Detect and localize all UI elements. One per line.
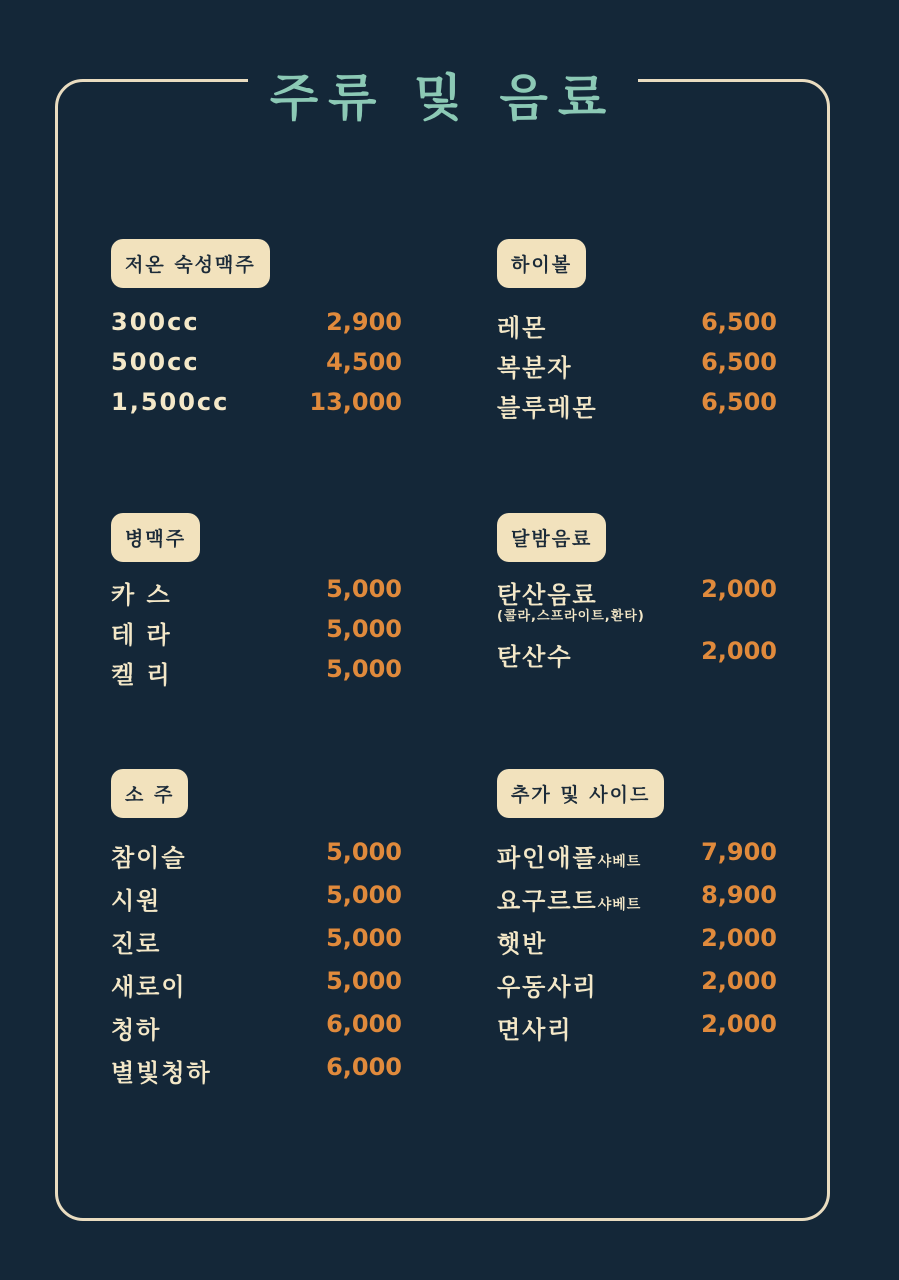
- item-name: [497, 838, 641, 873]
- menu-item: [111, 388, 402, 428]
- menu-item: [497, 881, 777, 924]
- menu-item: [497, 924, 777, 967]
- item-note: (콜라,스프라이트,환타): [497, 609, 645, 624]
- item-price: 6,000: [326, 1053, 402, 1081]
- item-name: 300cc: [111, 308, 200, 336]
- menu-item: [497, 388, 777, 428]
- item-name: 1,500cc: [111, 388, 230, 416]
- item-name: 진로: [111, 930, 162, 958]
- menu-item: [497, 308, 777, 348]
- item-name: 햇반: [497, 930, 548, 958]
- menu-item: [111, 838, 402, 881]
- item-name-main: 요구르트: [497, 887, 598, 915]
- menu-item: [111, 924, 402, 967]
- menu-item: [497, 348, 777, 388]
- menu-item: [497, 838, 777, 881]
- menu-item: [111, 348, 402, 388]
- menu-item: [111, 615, 402, 655]
- menu-item: [497, 575, 777, 615]
- item-name-sub: 샤베트: [597, 854, 642, 870]
- menu-item: [111, 1010, 402, 1053]
- item-price: 2,000: [701, 637, 777, 665]
- item-name: 복분자: [497, 354, 573, 382]
- section-label-sides: 추가 및 사이드: [497, 769, 664, 818]
- menu-item: [111, 655, 402, 695]
- item-price: 8,900: [701, 881, 777, 909]
- item-name: 새로이: [111, 973, 187, 1001]
- item-name: 레몬: [497, 314, 548, 342]
- item-name-main: 파인애플: [497, 844, 598, 872]
- menu-item: [497, 637, 777, 677]
- item-price: 6,500: [701, 308, 777, 336]
- menu-item: [497, 1010, 777, 1053]
- item-price: 5,000: [326, 881, 402, 909]
- item-name: 탄산음료: [497, 581, 598, 609]
- item-name: 청하: [111, 1016, 162, 1044]
- item-price: 5,000: [326, 838, 402, 866]
- item-name: 참이슬: [111, 844, 187, 872]
- section-draft-beer: [111, 239, 402, 428]
- section-label-soju: 소 주: [111, 769, 188, 818]
- item-name: 500cc: [111, 348, 200, 376]
- item-price: 5,000: [326, 615, 402, 643]
- item-price: 6,500: [701, 348, 777, 376]
- item-price: 4,500: [326, 348, 402, 376]
- section-label-drinks: 달밤음료: [497, 513, 606, 562]
- menu-item: [111, 967, 402, 1010]
- item-name: [497, 881, 641, 916]
- item-name: 테 라: [111, 621, 172, 649]
- item-name-sub: 샤베트: [597, 897, 642, 913]
- item-name: 카 스: [111, 581, 172, 609]
- section-bottle-beer: [111, 513, 402, 695]
- item-price: 2,900: [326, 308, 402, 336]
- item-price: 13,000: [309, 388, 402, 416]
- item-price: 5,000: [326, 967, 402, 995]
- item-price: 6,500: [701, 388, 777, 416]
- section-highball: [497, 239, 777, 428]
- page-title: 주류 및 음료: [269, 69, 617, 127]
- item-price: 2,000: [701, 1010, 777, 1038]
- section-label-draft-beer: 저온 숙성맥주: [111, 239, 270, 288]
- section-label-bottle-beer: 병맥주: [111, 513, 200, 562]
- item-price: 2,000: [701, 575, 777, 603]
- item-name: 블루레몬: [497, 394, 598, 422]
- item-price: 7,900: [701, 838, 777, 866]
- item-name: 면사리: [497, 1016, 573, 1044]
- item-price: 6,000: [326, 1010, 402, 1038]
- item-price: 5,000: [326, 575, 402, 603]
- item-price: 2,000: [701, 967, 777, 995]
- section-drinks: [497, 513, 777, 677]
- section-sides: [497, 769, 777, 1053]
- item-name: 탄산수: [497, 643, 573, 671]
- item-price: 5,000: [326, 655, 402, 683]
- item-name: 시원: [111, 887, 162, 915]
- item-name: 켈 리: [111, 661, 172, 689]
- menu-item: [111, 575, 402, 615]
- menu-item: [111, 881, 402, 924]
- menu-item: [111, 308, 402, 348]
- item-price: 5,000: [326, 924, 402, 952]
- item-name: 우동사리: [497, 973, 598, 1001]
- section-label-highball: 하이볼: [497, 239, 586, 288]
- menu-item: [497, 967, 777, 1010]
- section-soju: [111, 769, 402, 1096]
- item-price: 2,000: [701, 924, 777, 952]
- item-name: 별빛청하: [111, 1059, 212, 1087]
- menu-item: [111, 1053, 402, 1096]
